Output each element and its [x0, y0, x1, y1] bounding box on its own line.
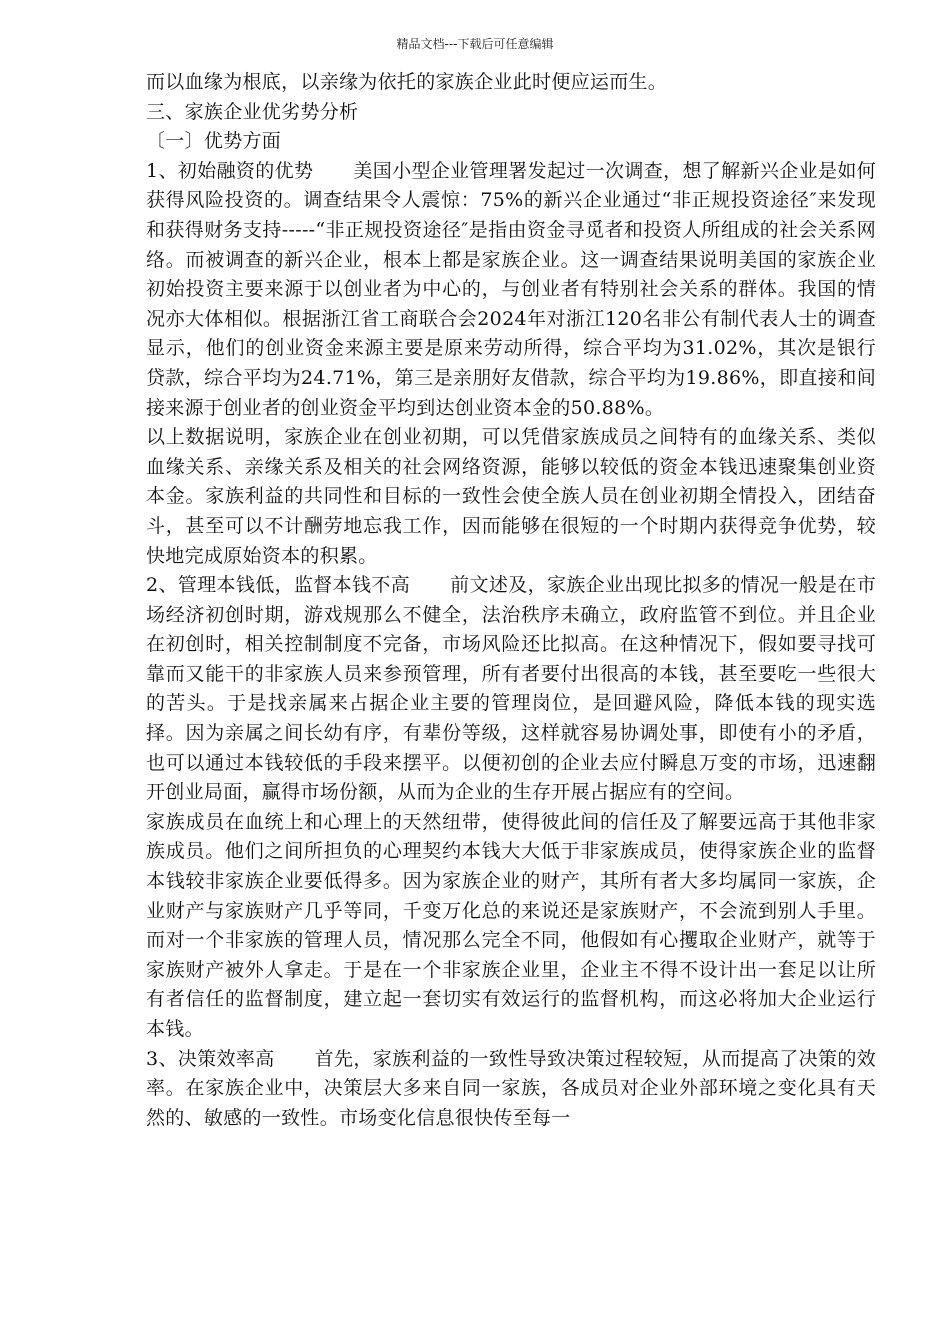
- paragraph: [146, 68, 876, 98]
- section-heading: [146, 98, 876, 128]
- paragraph-text: 以上数据说明，家族企业在创业初期，可以凭借家族成员之间特有的血缘关系、类似血缘关系、亲缘关系及相关的社会网络资源，能够以较低的资金本钱迅速聚集创业资本金。家族利益的共同性和目标的一致性会使全族人员在创业初期全情投入，团结奋斗，甚至可以不计酬劳地忘我工作，因而能够在很短的一个时期内获得竞争优势，较快地完成原始资本的积累。: [146, 426, 876, 567]
- item-heading: 3、决策效率高: [146, 1047, 275, 1070]
- paragraph-decision-efficiency: [146, 1045, 876, 1134]
- paragraph-management-cost: [146, 571, 876, 808]
- page-header: 精品文档---下载后可任意编辑: [396, 37, 554, 51]
- paragraph: [146, 423, 876, 571]
- subsection-heading: [146, 127, 876, 157]
- paragraph-initial-financing: [146, 157, 876, 423]
- paragraph-text: 而以血缘为根底，以亲缘为依托的家族企业此时便应运而生。: [146, 71, 668, 93]
- paragraph-text: 前文述及，家族企业出现比拟多的情况一般是在市场经济初创时期，游戏规那么不健全，法治秩序未确立，政府监管不到位。并且企业在初创时，相关控制制度不完备，市场风险还比拟高。在这种情况下，假如要寻找可靠而又能干的非家族人员来参预管理，所有者要付出很高的本钱，甚至要吃一些很大的苦头。于是找亲属来占据企业主要的管理岗位，是回避风险，降低本钱的现实选择。因为亲属之间长幼有序，有辈份等级，这样就容易协调处事，即使有小的矛盾，也可以通过本钱较低的手段来摆平。以便初创的企业去应付瞬息万变的市场，迅速翻开创业局面，赢得市场份额，从而为企业的生存开展占据应有的空间。: [146, 574, 876, 804]
- section-heading-text: 三、家族企业优劣势分析: [146, 100, 359, 123]
- document-body: [146, 68, 876, 1133]
- paragraph: [146, 808, 876, 1045]
- paragraph-text: 美国小型企业管理署发起过一次调查，想了解新兴企业是如何获得风险投资的。调查结果令人震惊：75%的新兴企业通过“非正规投资途径″来发现和获得财务支持-----“非正规投资途径″是指由资金寻觅者和投资人所组成的社会关系网络。而被调查的新兴企业，根本上都是家族企业。这一调查结果说明美国的家族企业初始投资主要来源于以创业者为中心的，与创业者有特别社会关系的群体。我国的情况亦大体相似。根据浙江省工商联合会2024年对浙江120名非公有制代表人士的调查显示，他们的创业资金来源主要是原来劳动所得，综合平均为31.02%，其次是银行贷款，综合平均为24.71%，第三是亲朋好友借款，综合平均为19.86%，即直接和间接来源于创业者的创业资金平均到达创业资本金的50.88%。: [146, 159, 876, 419]
- item-heading: 2、管理本钱低，监督本钱不高: [146, 574, 411, 597]
- paragraph-text: 首先，家族利益的一致性导致决策过程较短，从而提高了决策的效率。在家族企业中，决策层大多来自同一家族，各成员对企业外部环境之变化具有天然的、敏感的一致性。市场变化信息很快传至每一: [146, 1047, 876, 1129]
- paragraph-text: 家族成员在血统上和心理上的天然纽带，使得彼此间的信任及了解要远高于其他非家族成员。他们之间所担负的心理契约本钱大大低于非家族成员，使得家族企业的监督本钱较非家族企业要低得多。因为家族企业的财产，其所有者大多均属同一家族，企业财产与家族财产几乎等同，千变万化总的来说还是家族财产，不会流到别人手里。而对一个非家族的管理人员，情况那么完全不同，他假如有心攫取企业财产，就等于家族财产被外人拿走。于是在一个非家族企业里，企业主不得不设计出一套足以让所有者信任的监督制度，建立起一套切实有效运行的监督机构，而这必将加大企业运行本钱。: [146, 810, 876, 1040]
- subsection-heading-text: 〔一〕优势方面: [146, 130, 282, 153]
- item-heading: 1、初始融资的优势: [146, 159, 314, 182]
